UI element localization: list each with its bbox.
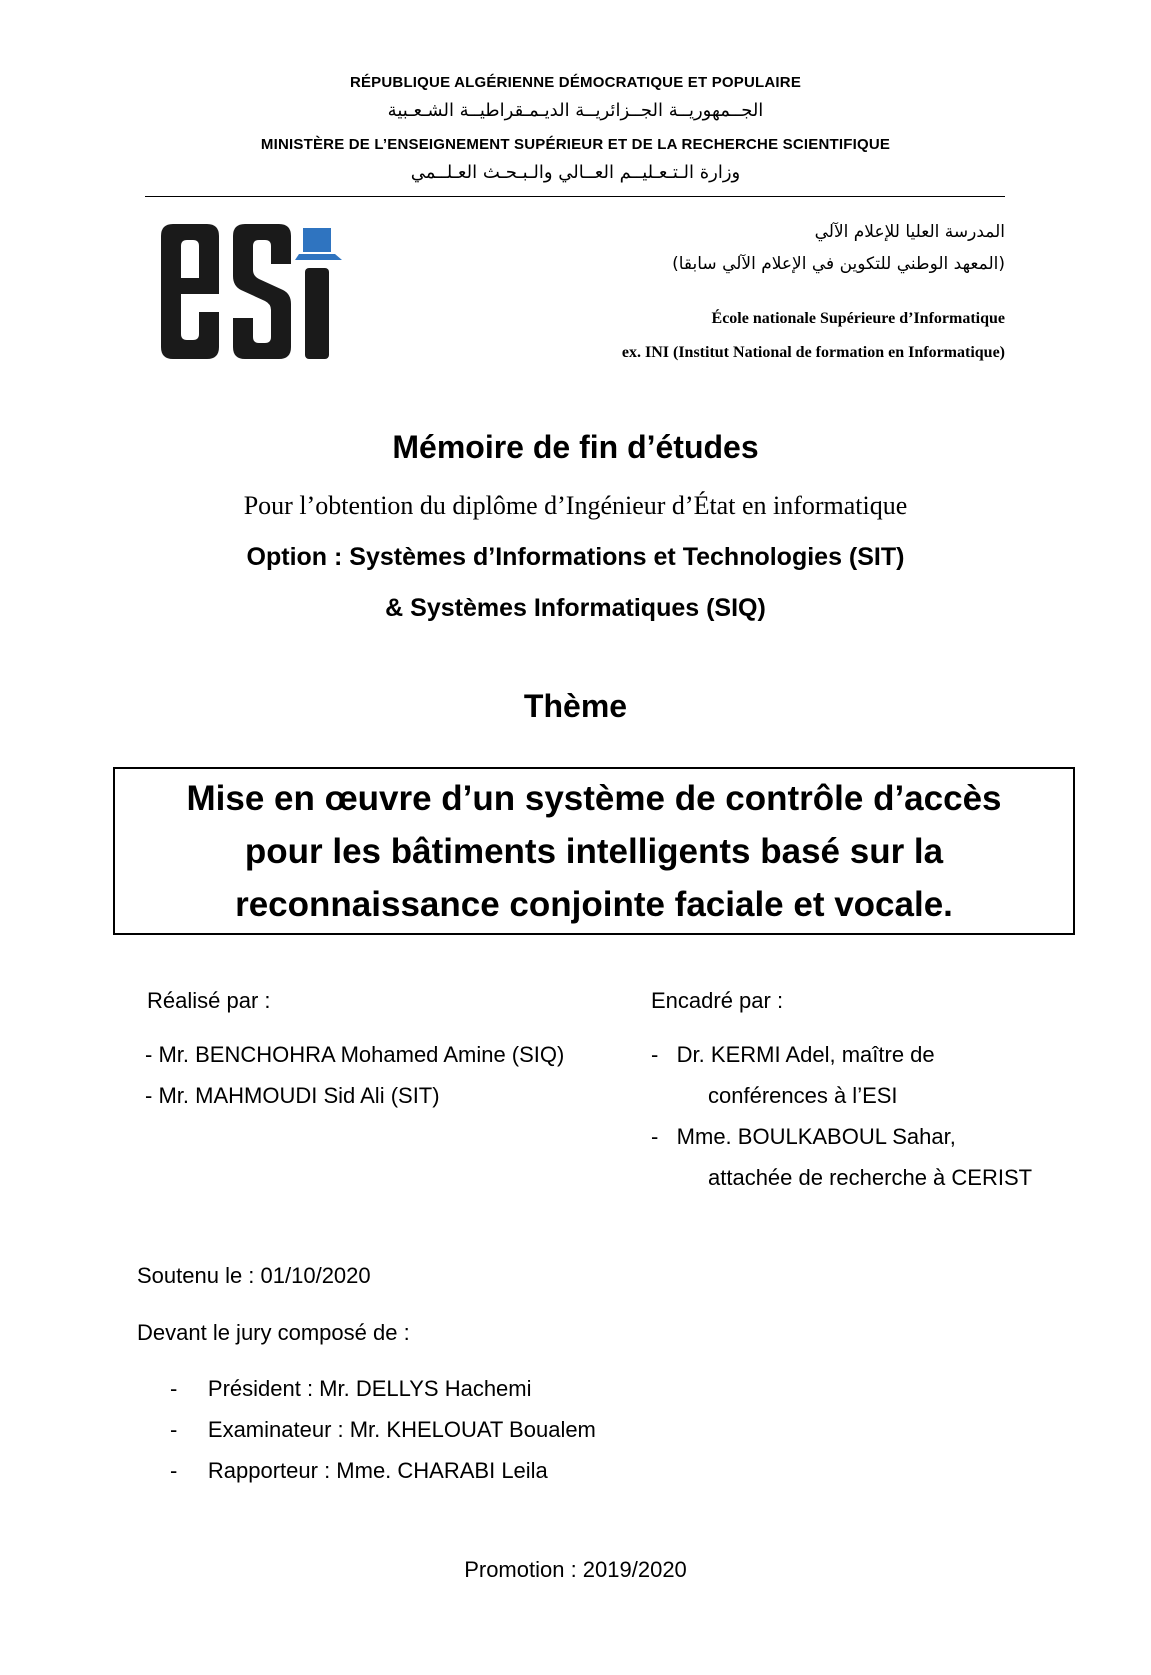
authors-label: Réalisé par : [147, 988, 271, 1013]
supervisor-title: attachée de recherche à CERIST [708, 1165, 1033, 1190]
author-name: Mr. BENCHOHRA Mohamed Amine (SIQ) [158, 1042, 565, 1067]
school-name-fr: École nationale Supérieure d’Informatique [711, 310, 1005, 327]
document-type-title: Mémoire de fin d’études [392, 429, 759, 465]
jury-member-text: Examinateur : Mr. KHELOUAT Boualem [207, 1417, 596, 1442]
theme-line: reconnaissance conjointe faciale et vocale. [235, 884, 953, 924]
defense-date: Soutenu le : 01/10/2020 [137, 1263, 371, 1288]
jury-member-text: Rapporteur : Mme. CHARABI Leila [207, 1458, 548, 1483]
supervisor-name: Mme. BOULKABOUL Sahar, [676, 1124, 956, 1149]
theme-box [113, 767, 1075, 935]
republic-title-ar: الجــمهوريــة الجــزائريــة الديـمـقراطيــة الشـعـبية [387, 100, 764, 121]
supervisor-name: Dr. KERMI Adel, maître de [676, 1042, 935, 1067]
ministry-title-ar: وزارة الـتـعـليــم العــالي والـبـحـث العـلــمي [410, 162, 741, 183]
author-name: Mr. MAHMOUDI Sid Ali (SIT) [158, 1083, 440, 1108]
degree-subtitle: Pour l’obtention du diplôme d’Ingénieur d’État en informatique [243, 491, 908, 520]
option-line-2: & Systèmes Informatiques (SIQ) [385, 594, 766, 622]
author-item: - Mr. MAHMOUDI Sid Ali (SIT) [145, 1083, 440, 1108]
promotion: Promotion : 2019/2020 [464, 1557, 687, 1582]
option-line-1: Option : Systèmes d’Informations et Technologies (SIT) [246, 543, 905, 571]
header-divider [145, 196, 1005, 197]
supervisors-label: Encadré par : [651, 988, 784, 1013]
theme-label: Thème [523, 688, 628, 724]
school-former-name-ar: (المعهد الوطني للتكوين في الإعلام الآلي سابقا) [672, 254, 1005, 274]
theme-line: Mise en œuvre d’un système de contrôle d’accès [186, 778, 1002, 818]
school-former-name-fr: ex. INI (Institut National de formation en Informatique) [621, 344, 1005, 361]
republic-title-fr: RÉPUBLIQUE ALGÉRIENNE DÉMOCRATIQUE ET POPULAIRE [349, 74, 802, 91]
esi-logo-graphic [159, 224, 344, 359]
ministry-title-fr: MINISTÈRE DE L’ENSEIGNEMENT SUPÉRIEUR ET DE LA RECHERCHE SCIENTIFIQUE [260, 136, 891, 153]
jury-member: - Président : Mr. DELLYS Hachemi [170, 1376, 532, 1401]
esi-logo [159, 224, 344, 359]
school-name-ar: المدرسة العليا للإعلام الآلي [814, 222, 1005, 242]
author-item: - Mr. BENCHOHRA Mohamed Amine (SIQ) [145, 1042, 565, 1067]
supervisor-item: - Mme. BOULKABOUL Sahar, [651, 1124, 956, 1149]
jury-label: Devant le jury composé de : [137, 1320, 410, 1345]
jury-member: - Rapporteur : Mme. CHARABI Leila [170, 1458, 548, 1483]
supervisor-item: - Dr. KERMI Adel, maître de [651, 1042, 935, 1067]
theme-line: pour les bâtiments intelligents basé sur la [244, 831, 944, 871]
supervisor-title: conférences à l’ESI [708, 1083, 898, 1108]
jury-member: - Examinateur : Mr. KHELOUAT Boualem [170, 1417, 596, 1442]
jury-member-text: Président : Mr. DELLYS Hachemi [207, 1376, 532, 1401]
